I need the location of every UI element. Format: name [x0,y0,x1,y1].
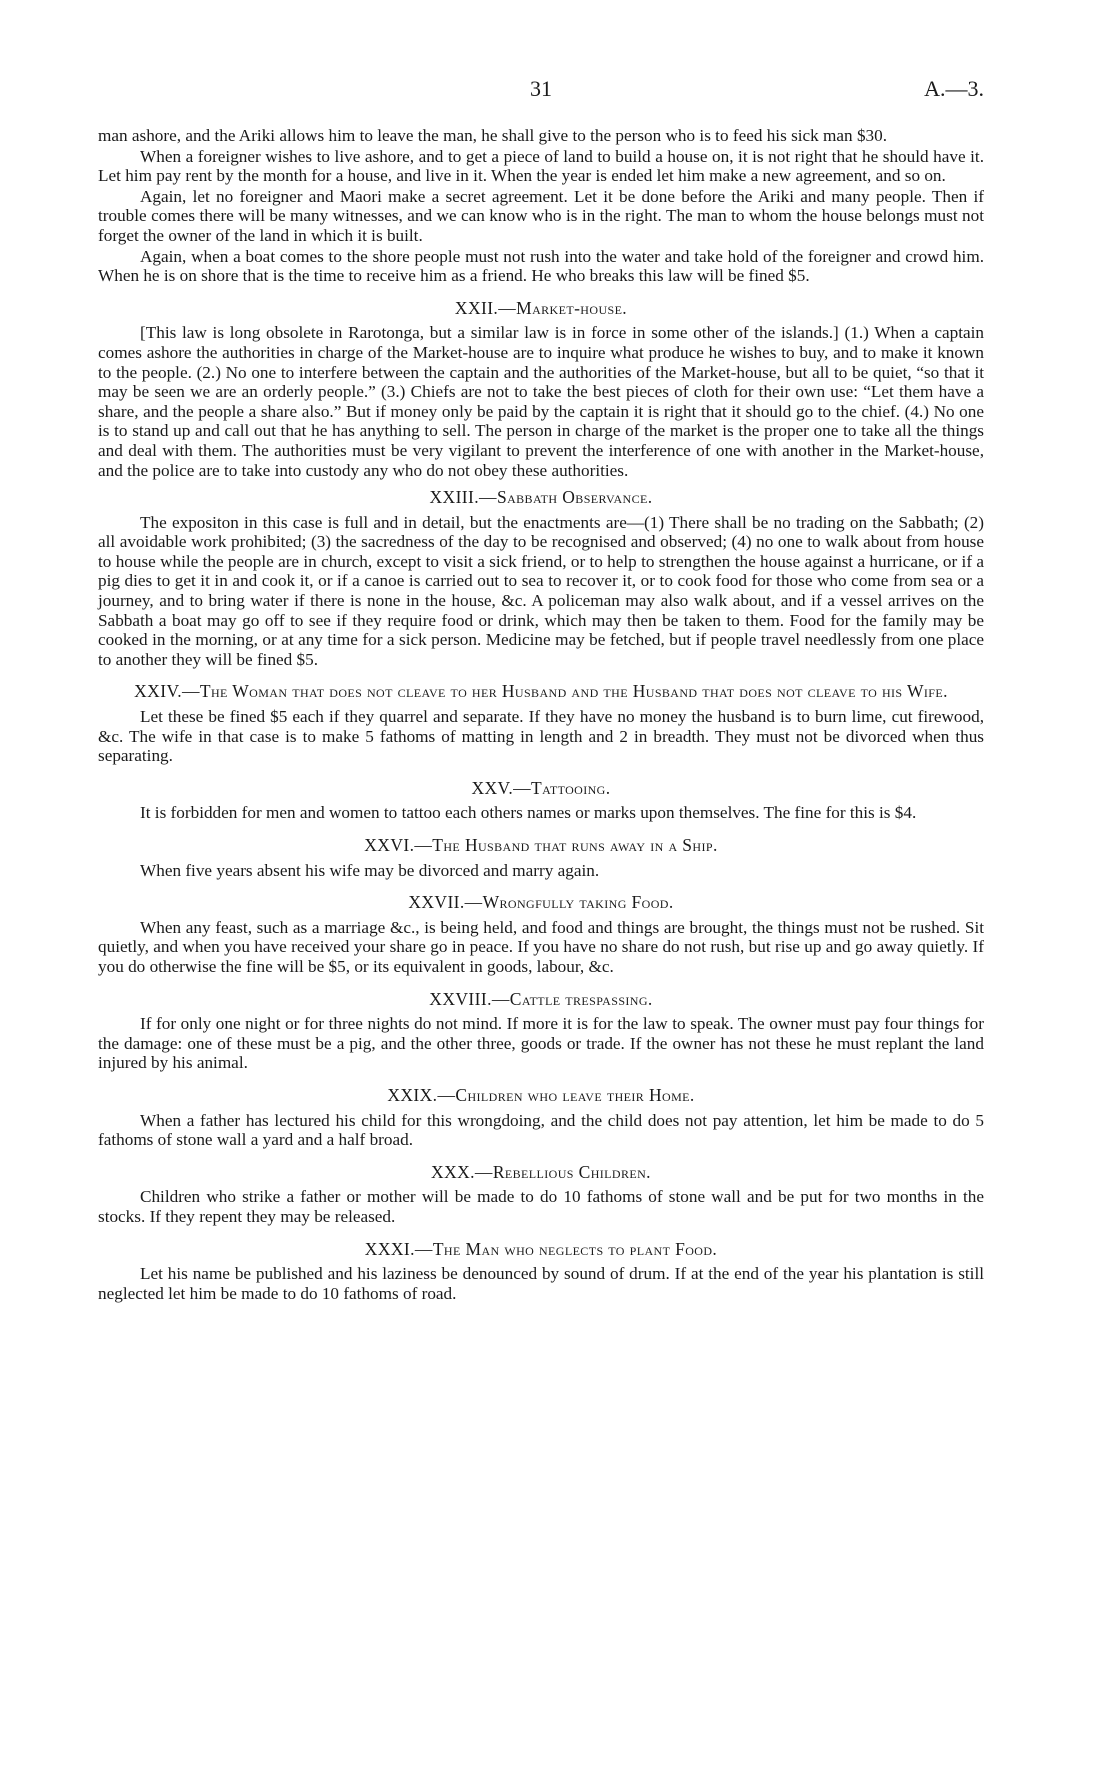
section-title: The Husband that runs away in a Ship. [432,835,718,855]
body-paragraph: Again, let no foreigner and Maori make a secret agreement. Let it be done before the Ariki and many people. Then if trouble comes there will be many witnesses, and we can know who is in the right. The man to whom the house belongs must not forget the owner of the land in which it is built. [98,186,984,245]
body-paragraph: When any feast, such as a marriage &c., is being held, and food and things are brought, the things must not be rushed. Sit quietly, and when you have received your share go in peace. If you have no share do not rush, but rise up and go away quietly. If you do otherwise the fine will be $5, or its equivalent in goods, labour, &c. [98,917,984,976]
section-heading [98,893,984,913]
section-number: XXX.— [431,1161,493,1182]
section-title: Cattle trespassing. [509,988,653,1009]
section-heading [98,836,984,856]
section-title: Sabbath Observance. [496,487,653,508]
section-number: XXVII.— [408,892,483,913]
section-heading [98,1086,984,1106]
section-number: XXIII.— [429,487,497,508]
body-paragraph: Children who strike a father or mother will be made to do 10 fathoms of stone wall and be put for two months in the stocks. If they repent they may be released. [98,1187,984,1226]
section-title: Market-house. [516,297,628,318]
section-heading [98,779,984,799]
body-paragraph: [This law is long obsolete in Rarotonga, but a similar law is in force in some other of the islands.] (1.) When a captain comes ashore the authorities in charge of the Market-house are to inquire what produce he wishes to buy, and to make it known to the people. (2.) No one to interfere between the captain and the authorities of the Market-house, but all to be quiet, “so that it may be seen we are an orderly people.” (3.) Chiefs are not to take the best pieces of cloth for their own use: “Let them have a share, and the people a share also.” But if money only be paid by the captain it is right that it should go to the chief. (4.) No one is to stand up and call out that he has anything to sell. The person in charge of the market is the proper one to take all the things and deal with them. The authorities must be very vigilant to prevent the interference of one with another in the Market-house, and the police are to take into custody any who do not obey these authorities. [98,323,984,480]
section-number: XXV.— [471,777,532,798]
body-paragraph: When a foreigner wishes to live ashore, and to get a piece of land to build a house on, it is not right that he should have it. Let him pay rent by the month for a house, and live in it. When the year is ended let him make a new agreement, and so on. [98,146,984,186]
document-body [98,126,984,1304]
body-paragraph: When five years absent his wife may be divorced and marry again. [140,860,600,880]
section-title: Rebellious Children. [492,1161,651,1182]
section-number: XXVIII.— [429,988,510,1009]
section-title: The Woman that does not cleave to her Husband and the Husband that does not cleave to his Wife. [199,681,948,702]
section-heading [98,682,984,702]
body-paragraph: When a father has lectured his child for this wrongdoing, and the child does not pay attention, let him be made to do 5 fathoms of stone wall a yard and a half broad. [98,1110,984,1150]
section-heading [98,1240,984,1260]
section-heading [98,990,984,1010]
body-paragraph: man ashore, and the Ariki allows him to leave the man, he shall give to the person who is to feed his sick man $30. [98,126,888,145]
body-paragraph: Let his name be published and his laziness be denounced by sound of drum. If at the end of the year his plantation is still neglected let him be made to do 10 fathoms of road. [98,1264,984,1303]
section-heading [98,1163,984,1183]
page-header [98,76,984,106]
body-paragraph: If for only one night or for three nights do not mind. If more it is for the law to speak. The owner must pay four things for the damage: one of these must be a pig, and the other three, goods or trade. If the owner has not these he must replant the land injured by his animal. [98,1014,984,1073]
section-number: XXII.— [454,297,517,318]
section-number: XXXI.— [364,1238,433,1259]
section-number: XXIV.— [134,681,200,702]
section-title: Wrongfully taking Food. [482,892,674,913]
page-number: 31 [530,76,552,101]
section-heading [98,488,984,508]
section-title: The Man who neglects to plant Food. [432,1238,718,1259]
section-heading [98,299,984,319]
section-title: Tattooing. [531,777,611,798]
body-paragraph: The expositon in this case is full and in detail, but the enactments are—(1) There shall be no trading on the Sabbath; (2) all avoidable work prohibited; (3) the sacredness of the day to be recognised and observed; (4) no one to walk about from house to house while the people are in church, except to visit a sick friend, or to help to strengthen the house against a hurricane, or if a pig dies to get it in and cook it, or if a canoe is carried out to sea to recover it, or to cook food for those who come from sea or a journey, and to bring water if there is none in the house, &c. A policeman may also walk about, and if a vessel arrives on the Sabbath a boat may go off to see if they require food or drink, which may then be taken to them. Food for the family may be cooked in the morning, or at any time for a sick person. Medicine may be fetched, but if people travel needlessly from one place to another they will be fined $5. [98,512,984,669]
body-paragraph: It is forbidden for men and women to tattoo each others names or marks upon themselves. The fine for this is $4. [140,803,917,823]
section-title: Children who leave their Home. [455,1084,695,1105]
section-number: XXIX.— [387,1084,456,1105]
body-paragraph: Again, when a boat comes to the shore people must not rush into the water and take hold of the foreigner and crowd him. When he is on shore that is the time to receive him as a friend. He who breaks this law will be fined $5. [98,246,984,286]
document-reference: A.—3. [924,76,984,101]
section-number: XXVI.— [364,835,433,855]
body-paragraph: Let these be fined $5 each if they quarrel and separate. If they have no money the husband is to burn lime, cut firewood, &c. The wife in that case is to make 5 fathoms of matting in length and 2 in breadth. They must not be divorced when thus separating. [98,707,984,766]
